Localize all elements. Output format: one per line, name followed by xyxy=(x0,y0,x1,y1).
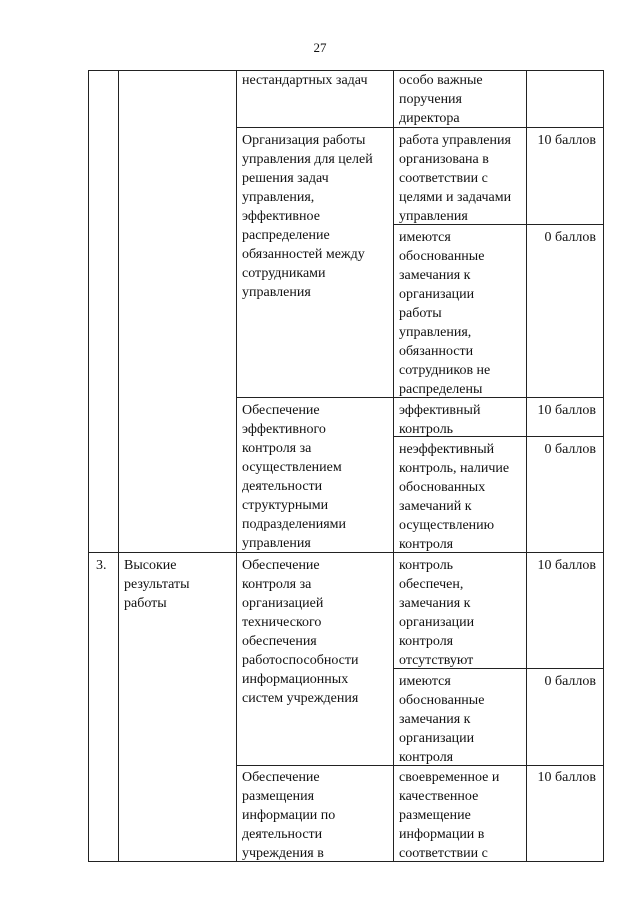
section-category xyxy=(119,556,236,613)
condition-line: соответствии с xyxy=(399,171,488,186)
condition-line: замечания к xyxy=(399,712,471,727)
criterion-line: сотрудниками xyxy=(242,266,326,281)
section-number xyxy=(89,556,118,575)
score-cell xyxy=(527,131,603,150)
criterion-line: технического xyxy=(242,615,322,630)
condition-line: управления, xyxy=(399,325,472,340)
condition-line: эффективный xyxy=(399,403,481,418)
condition-line: контроль xyxy=(399,558,454,573)
score-cell xyxy=(527,672,603,691)
criterion-line: эффективное xyxy=(242,209,320,224)
score-cell xyxy=(527,401,603,420)
criterion-line: работоспособности xyxy=(242,653,359,668)
page-number: 27 xyxy=(313,40,327,55)
score-text: 10 баллов xyxy=(537,558,596,573)
criterion-line: распределение xyxy=(242,228,330,243)
score-text: 10 баллов xyxy=(537,770,596,785)
condition-line: обоснованные xyxy=(399,693,485,708)
condition-cell xyxy=(394,131,526,226)
criterion-line: деятельности xyxy=(242,827,323,842)
criterion-line: нестандартных задач xyxy=(242,73,368,88)
column-divider-number xyxy=(118,70,119,862)
condition-line: осуществлению xyxy=(399,518,495,533)
condition-line: имеются xyxy=(399,230,451,245)
condition-line: замечания к xyxy=(399,596,471,611)
condition-cell xyxy=(394,440,526,554)
criterion-line: управления xyxy=(242,536,311,551)
condition-line: организации xyxy=(399,731,475,746)
criterion-cell xyxy=(237,71,393,90)
criterion-cell xyxy=(237,401,393,553)
condition-line: качественное xyxy=(399,789,479,804)
score-text: 0 баллов xyxy=(544,230,596,245)
criterion-cell xyxy=(237,131,393,302)
criterion-line: осуществлением xyxy=(242,460,342,475)
column-divider-condition xyxy=(526,70,527,862)
condition-line: контроля xyxy=(399,750,454,765)
condition-line: обязанности xyxy=(399,344,474,359)
criterion-line: управления для целей xyxy=(242,152,373,167)
condition-line: неэффективный xyxy=(399,442,495,457)
criterion-line: контроля за xyxy=(242,577,312,592)
criterion-line: контроля за xyxy=(242,441,312,456)
criterion-line: управления, xyxy=(242,190,315,205)
condition-line: организована в xyxy=(399,152,489,167)
condition-cell xyxy=(394,71,526,128)
condition-line: отсутствуют xyxy=(399,653,474,668)
score-cell xyxy=(527,228,603,247)
criterion-cell xyxy=(237,768,393,863)
table-border-right xyxy=(603,70,604,862)
condition-line: управления xyxy=(399,209,468,224)
condition-line: распределены xyxy=(399,382,483,397)
condition-line: замечания к xyxy=(399,268,471,283)
criterion-line: обеспечения xyxy=(242,634,317,649)
condition-line: замечаний к xyxy=(399,499,472,514)
condition-line: организации xyxy=(399,615,475,630)
condition-line: обоснованных xyxy=(399,480,486,495)
condition-line: имеются xyxy=(399,674,451,689)
condition-line: размещение xyxy=(399,808,471,823)
condition-line: особо важные xyxy=(399,73,483,88)
score-text: 0 баллов xyxy=(544,442,596,457)
score-cell xyxy=(527,556,603,575)
score-text: 0 баллов xyxy=(544,674,596,689)
score-cell xyxy=(527,768,603,787)
condition-line: поручения xyxy=(399,92,462,107)
criterion-line: решения задач xyxy=(242,171,329,186)
condition-line: контроля xyxy=(399,634,454,649)
criterion-line: информации по xyxy=(242,808,336,823)
score-cell xyxy=(527,440,603,459)
criterion-cell xyxy=(237,556,393,708)
condition-line: контроль, наличие xyxy=(399,461,510,476)
condition-line: работы xyxy=(399,306,442,321)
condition-line: контроль xyxy=(399,422,454,437)
criterion-line: деятельности xyxy=(242,479,323,494)
score-text: 10 баллов xyxy=(537,403,596,418)
criterion-line: обязанностей между xyxy=(242,247,365,262)
criterion-line: систем учреждения xyxy=(242,691,359,706)
condition-cell xyxy=(394,228,526,399)
criterion-line: управления xyxy=(242,285,311,300)
criterion-line: Обеспечение xyxy=(242,403,320,418)
criterion-line: подразделениями xyxy=(242,517,347,532)
criterion-line: организацией xyxy=(242,596,324,611)
condition-line: работа управления xyxy=(399,133,511,148)
condition-cell xyxy=(394,768,526,863)
condition-line: контроля xyxy=(399,537,454,552)
criterion-line: Обеспечение xyxy=(242,770,320,785)
condition-line: директора xyxy=(399,111,460,126)
criterion-line: структурными xyxy=(242,498,329,513)
section-number-text: 3. xyxy=(96,558,107,573)
condition-line: соответствии с xyxy=(399,846,488,861)
condition-line: организации xyxy=(399,287,475,302)
condition-cell xyxy=(394,672,526,767)
condition-line: целями и задачами xyxy=(399,190,512,205)
criterion-line: эффективного xyxy=(242,422,326,437)
criterion-line: информационных xyxy=(242,672,349,687)
score-text: 10 баллов xyxy=(537,133,596,148)
condition-line: обеспечен, xyxy=(399,577,464,592)
condition-line: сотрудников не xyxy=(399,363,491,378)
condition-cell xyxy=(394,401,526,439)
category-line: Высокие xyxy=(124,558,177,573)
criterion-line: Обеспечение xyxy=(242,558,320,573)
condition-line: информации в xyxy=(399,827,485,842)
category-line: результаты xyxy=(124,577,190,592)
table-border-left xyxy=(88,70,89,862)
condition-cell xyxy=(394,556,526,670)
condition-line: своевременное и xyxy=(399,770,500,785)
condition-line: обоснованные xyxy=(399,249,485,264)
criterion-line: учреждения в xyxy=(242,846,324,861)
category-line: работы xyxy=(124,596,167,611)
criterion-line: размещения xyxy=(242,789,315,804)
criterion-line: Организация работы xyxy=(242,133,366,148)
